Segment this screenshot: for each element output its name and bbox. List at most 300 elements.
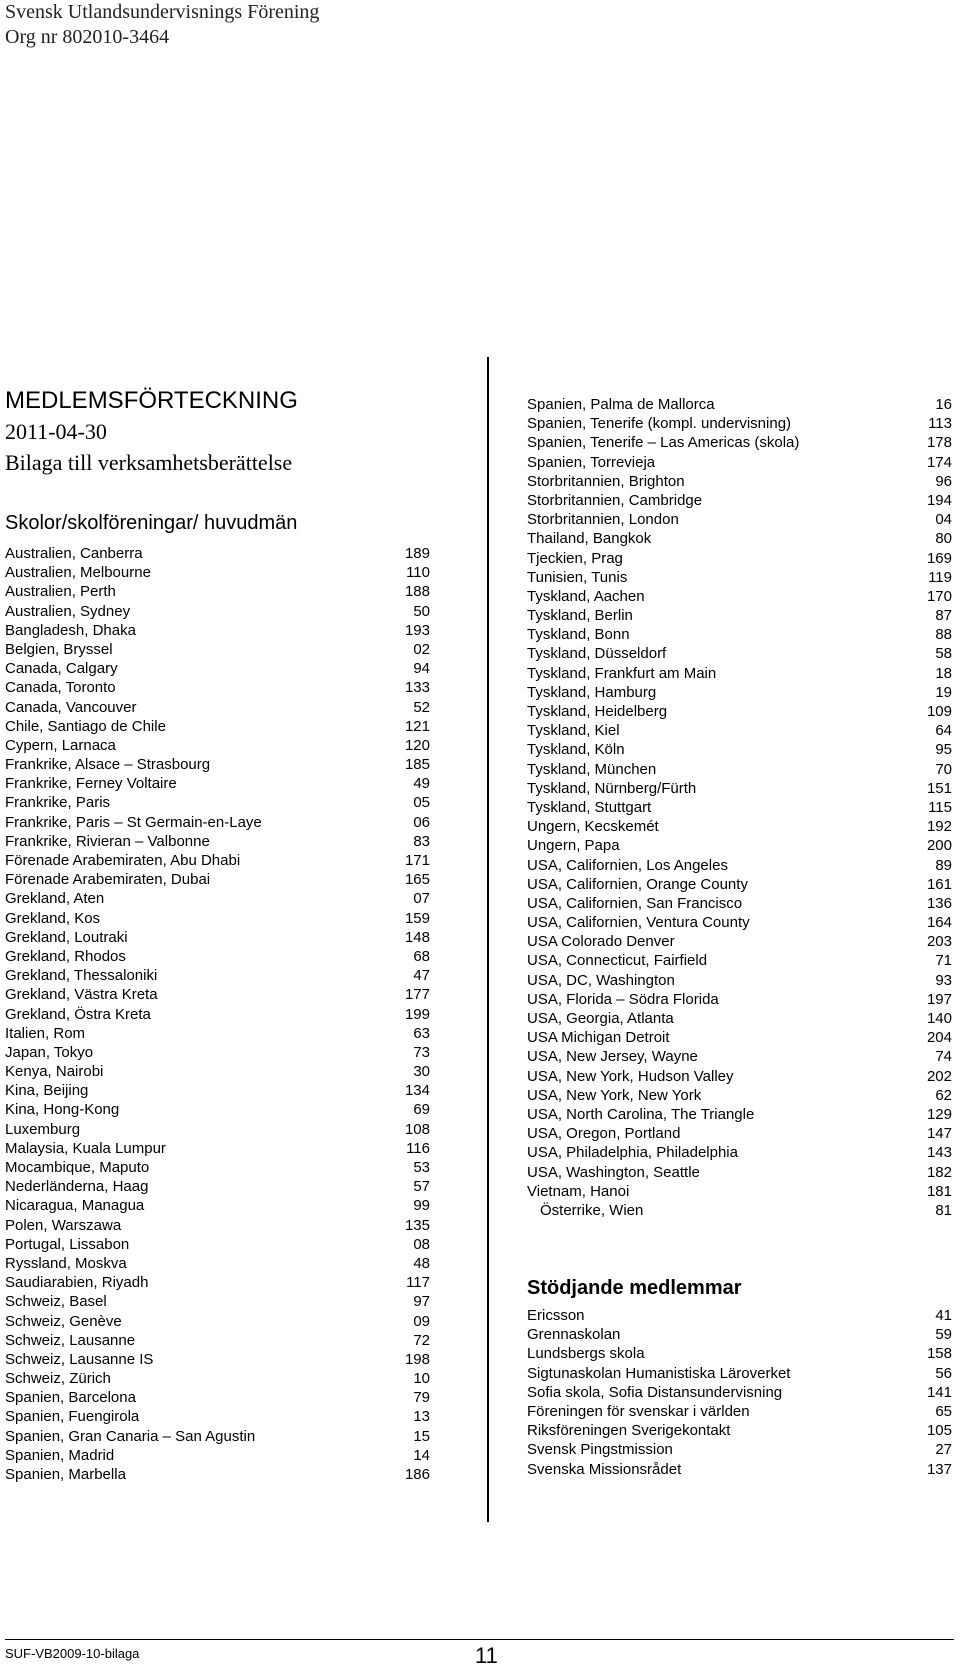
list-item: [5, 621, 430, 640]
member-number: 159: [404, 909, 430, 927]
member-number: 202: [926, 1067, 952, 1085]
list-item: [5, 640, 430, 659]
member-number: 108: [404, 1120, 430, 1138]
member-number: 74: [935, 1048, 952, 1066]
member-name: USA, Californien, Orange County: [527, 875, 748, 893]
member-name: Ungern, Papa: [527, 837, 620, 855]
list-item: [5, 1158, 430, 1177]
member-number: 188: [404, 583, 430, 601]
member-number: 200: [926, 837, 952, 855]
member-name: USA, North Carolina, The Triangle: [527, 1105, 755, 1123]
member-name: Australien, Canberra: [5, 545, 143, 562]
member-number: 95: [935, 741, 952, 759]
list-item: [527, 721, 952, 740]
member-number: 119: [928, 568, 952, 586]
member-number: 65: [935, 1402, 952, 1420]
list-item: [527, 1402, 952, 1421]
member-name: Grennaskolan: [527, 1326, 621, 1344]
list-item: [527, 1201, 952, 1220]
member-name: Mocambique, Maputo: [5, 1159, 150, 1176]
list-item: [5, 1235, 430, 1254]
list-item: [527, 1364, 952, 1383]
member-name: Nicaragua, Managua: [5, 1197, 145, 1215]
member-number: 58: [935, 645, 952, 663]
list-item: [5, 698, 430, 717]
member-number: 169: [926, 549, 952, 567]
member-name: USA, Washington, Seattle: [527, 1163, 700, 1181]
member-number: 170: [926, 587, 952, 605]
list-item: [527, 817, 952, 836]
member-number: 151: [926, 779, 952, 797]
member-name: USA, DC, Washington: [527, 971, 675, 989]
member-number: 09: [413, 1312, 430, 1330]
member-number: 81: [935, 1201, 952, 1219]
list-item: [5, 985, 430, 1004]
list-item: [527, 395, 952, 414]
member-name: Bangladesh, Dhaka: [5, 621, 136, 639]
footer-rule: [5, 1639, 954, 1640]
list-item: [527, 702, 952, 721]
member-number: 64: [935, 722, 952, 740]
member-name: USA, New York, Hudson Valley: [527, 1067, 734, 1085]
member-number: 192: [926, 818, 952, 836]
list-item: [5, 1177, 430, 1196]
list-item: [527, 1182, 952, 1201]
member-name: Förenade Arabemiraten, Dubai: [5, 871, 211, 889]
list-item: [527, 1421, 952, 1440]
page-header: [5, 0, 319, 50]
member-name: Svensk Pingstmission: [527, 1441, 673, 1459]
member-name: Riksföreningen Sverigekontakt: [527, 1422, 731, 1440]
member-name: Grekland, Västra Kreta: [5, 986, 158, 1004]
org-name: Svensk Utlandsundervisnings Förening: [5, 1, 320, 23]
list-item: [527, 625, 952, 644]
member-name: USA Michigan Detroit: [527, 1029, 670, 1047]
member-name: Ungern, Kecskemét: [527, 818, 659, 836]
member-name: USA, Philadelphia, Philadelphia: [527, 1144, 738, 1162]
list-item: [527, 1105, 952, 1124]
member-name: Grekland, Aten: [5, 890, 105, 908]
list-item: [5, 1081, 430, 1100]
member-name: Nederländerna, Haag: [5, 1178, 149, 1196]
member-number: 47: [413, 967, 430, 985]
member-number: 52: [413, 698, 430, 716]
list-item: [527, 587, 952, 606]
list-item: [5, 1100, 430, 1119]
list-item: [5, 1273, 430, 1292]
member-number: 174: [926, 453, 952, 471]
list-item: [527, 1028, 952, 1047]
list-item: [5, 755, 430, 774]
member-number: 18: [935, 664, 952, 682]
member-number: 137: [926, 1460, 952, 1478]
member-number: 129: [926, 1105, 952, 1123]
supporting-list: [527, 1306, 952, 1479]
member-name: Tyskland, Nürnberg/Fürth: [527, 779, 697, 797]
list-item: [527, 779, 952, 798]
schools-heading: Skolor/skolföreningar/ huvudmän: [5, 512, 298, 534]
member-number: 50: [413, 602, 430, 620]
list-item: [5, 947, 430, 966]
member-name: Frankrike, Alsace – Strasbourg: [5, 756, 211, 774]
title-block: [5, 386, 298, 478]
member-number: 53: [413, 1159, 430, 1176]
member-name: Frankrike, Paris: [5, 794, 111, 812]
member-name: Tyskland, Berlin: [527, 607, 633, 625]
member-number: 133: [404, 679, 430, 697]
member-number: 178: [926, 434, 952, 452]
member-number: 117: [406, 1274, 430, 1292]
member-name: Cypern, Larnaca: [5, 736, 116, 754]
list-item: [527, 913, 952, 932]
member-number: 97: [413, 1293, 430, 1311]
member-name: Föreningen för svenskar i världen: [527, 1402, 750, 1420]
member-number: 185: [404, 756, 430, 774]
list-item: [5, 909, 430, 928]
member-number: 69: [413, 1101, 430, 1119]
member-name: Tyskland, Hamburg: [527, 683, 657, 701]
document-title: MEDLEMSFÖRTECKNING: [5, 387, 298, 414]
member-number: 13: [413, 1408, 430, 1426]
member-name: Spanien, Torrevieja: [527, 453, 656, 471]
member-name: Canada, Calgary: [5, 660, 118, 678]
list-item: [5, 1388, 430, 1407]
list-item: [5, 1196, 430, 1215]
list-item: [5, 928, 430, 947]
member-number: 189: [404, 545, 430, 562]
member-name: Svenska Missionsrådet: [527, 1460, 682, 1478]
list-item: [527, 1440, 952, 1459]
list-item: [527, 568, 952, 587]
member-number: 41: [935, 1307, 952, 1324]
member-name: Tyskland, München: [527, 760, 657, 778]
member-name: Förenade Arabemiraten, Abu Dhabi: [5, 852, 241, 869]
member-number: 07: [413, 890, 430, 908]
member-name: Sigtunaskolan Humanistiska Läroverket: [527, 1364, 791, 1382]
list-item: [5, 602, 430, 621]
member-number: 105: [926, 1422, 952, 1440]
member-name: Ericsson: [527, 1307, 585, 1324]
list-item: [5, 1312, 430, 1331]
list-item: [527, 510, 952, 529]
member-number: 88: [935, 626, 952, 644]
org-number: Org nr 802010-3464: [5, 26, 170, 48]
member-name: Tyskland, Köln: [527, 741, 625, 759]
list-item: [527, 951, 952, 970]
list-item: [5, 678, 430, 697]
list-item: [527, 414, 952, 433]
member-name: Grekland, Kos: [5, 909, 101, 927]
member-number: 96: [935, 472, 952, 490]
member-number: 83: [413, 832, 430, 850]
member-name: Canada, Toronto: [5, 679, 116, 697]
list-item: [527, 875, 952, 894]
member-number: 161: [926, 875, 952, 893]
list-item: [5, 659, 430, 678]
list-item: [5, 1254, 430, 1273]
list-item: [527, 856, 952, 875]
member-number: 80: [935, 530, 952, 548]
list-item: [527, 1460, 952, 1479]
list-item: [5, 793, 430, 812]
list-item: [527, 1383, 952, 1402]
member-name: Spanien, Barcelona: [5, 1389, 136, 1407]
footer-doc-ref: SUF-VB2009-10-bilaga: [5, 1646, 140, 1661]
member-name: Grekland, Thessaloniki: [5, 967, 158, 985]
member-name: Malaysia, Kuala Lumpur: [5, 1139, 166, 1157]
list-item: [527, 1067, 952, 1086]
member-number: 70: [935, 760, 952, 778]
member-name: USA, Connecticut, Fairfield: [527, 952, 708, 970]
list-item: [5, 1350, 430, 1369]
member-number: 89: [935, 856, 952, 874]
member-name: Ryssland, Moskva: [5, 1254, 127, 1272]
column-divider: [487, 357, 489, 1522]
member-number: 177: [404, 986, 430, 1004]
member-name: Tyskland, Aachen: [527, 587, 645, 605]
list-item: [5, 1120, 430, 1139]
member-number: 56: [935, 1364, 952, 1382]
list-item: [5, 1331, 430, 1350]
member-number: 99: [413, 1197, 430, 1215]
member-number: 182: [926, 1163, 952, 1181]
member-name: Luxemburg: [5, 1120, 81, 1138]
list-item: [5, 582, 430, 601]
member-number: 94: [413, 660, 430, 678]
member-number: 171: [404, 852, 430, 869]
member-name: Schweiz, Zürich: [5, 1370, 111, 1388]
member-number: 147: [926, 1125, 952, 1143]
member-name: Belgien, Bryssel: [5, 640, 113, 658]
schools-list-right: [527, 395, 952, 1220]
member-name: Spanien, Fuengirola: [5, 1408, 140, 1426]
member-number: 59: [935, 1326, 952, 1344]
member-number: 62: [935, 1086, 952, 1104]
member-name: USA, Oregon, Portland: [527, 1125, 681, 1143]
member-name: Australien, Sydney: [5, 602, 131, 620]
member-name: Schweiz, Basel: [5, 1293, 107, 1311]
member-number: 198: [404, 1350, 430, 1368]
list-item: [527, 433, 952, 452]
member-name: Tyskland, Kiel: [527, 722, 620, 740]
member-number: 193: [404, 621, 430, 639]
member-number: 06: [413, 813, 430, 831]
member-number: 68: [413, 947, 430, 965]
member-number: 71: [935, 952, 952, 970]
member-number: 136: [926, 894, 952, 912]
member-name: Tunisien, Tunis: [527, 568, 628, 586]
member-name: USA, Georgia, Atlanta: [527, 1010, 674, 1027]
member-number: 115: [928, 798, 952, 816]
list-item: [5, 1407, 430, 1426]
page-number: 11: [475, 1643, 498, 1668]
member-number: 194: [926, 491, 952, 509]
member-number: 57: [413, 1178, 430, 1196]
list-item: [527, 1306, 952, 1325]
member-number: 27: [935, 1441, 952, 1459]
member-name: Thailand, Bangkok: [527, 530, 652, 548]
member-name: Kina, Beijing: [5, 1082, 89, 1100]
member-name: Storbritannien, Brighton: [527, 472, 685, 490]
member-number: 48: [413, 1254, 430, 1272]
member-name: Portugal, Lissabon: [5, 1235, 130, 1253]
member-name: Frankrike, Rivieran – Valbonne: [5, 832, 210, 850]
member-name: USA, Californien, Ventura County: [527, 914, 750, 932]
member-number: 199: [404, 1005, 430, 1023]
document-date: 2011-04-30: [5, 419, 107, 444]
member-number: 121: [404, 717, 430, 735]
member-name: Kina, Hong-Kong: [5, 1101, 120, 1119]
member-number: 16: [935, 396, 952, 413]
member-number: 113: [928, 415, 952, 433]
list-item: [5, 1427, 430, 1446]
member-name: Italien, Rom: [5, 1024, 86, 1042]
member-number: 143: [926, 1144, 952, 1162]
list-item: [5, 736, 430, 755]
list-item: [5, 1216, 430, 1235]
member-number: 30: [413, 1063, 430, 1081]
list-item: [527, 971, 952, 990]
list-item: [5, 1062, 430, 1081]
list-item: [5, 832, 430, 851]
member-name: Japan, Tokyo: [5, 1043, 94, 1061]
member-number: 08: [413, 1235, 430, 1253]
member-name: Tjeckien, Prag: [527, 549, 623, 567]
supporting-heading: Stödjande medlemmar: [527, 1277, 742, 1299]
list-item: [527, 798, 952, 817]
list-item: [527, 549, 952, 568]
list-item: [527, 1124, 952, 1143]
member-number: 49: [413, 775, 430, 793]
member-number: 148: [404, 928, 430, 946]
member-name: Australien, Perth: [5, 583, 116, 601]
list-item: [5, 1024, 430, 1043]
member-number: 110: [406, 564, 430, 582]
member-name: Storbritannien, Cambridge: [527, 491, 703, 509]
member-name: Tyskland, Frankfurt am Main: [527, 664, 717, 682]
member-name: Spanien, Gran Canaria – San Agustin: [5, 1427, 256, 1445]
member-name: Schweiz, Lausanne: [5, 1331, 136, 1349]
list-item: [527, 760, 952, 779]
member-name: Spanien, Tenerife (kompl. undervisning): [527, 415, 792, 433]
list-item: [527, 472, 952, 491]
member-number: 87: [935, 607, 952, 625]
list-item: [5, 1043, 430, 1062]
list-item: [527, 836, 952, 855]
member-number: 164: [926, 914, 952, 932]
member-name: Chile, Santiago de Chile: [5, 717, 166, 735]
list-item: [527, 491, 952, 510]
list-item: [527, 1344, 952, 1363]
member-number: 181: [926, 1182, 952, 1200]
member-number: 165: [404, 871, 430, 889]
list-item: [5, 966, 430, 985]
list-item: [5, 774, 430, 793]
list-item: [5, 889, 430, 908]
list-item: [5, 851, 430, 870]
list-item: [5, 717, 430, 736]
member-name: Frankrike, Paris – St Germain-en-Laye: [5, 813, 262, 831]
member-name: Vietnam, Hanoi: [527, 1182, 630, 1200]
member-number: 158: [926, 1345, 952, 1363]
member-name: Storbritannien, London: [527, 511, 679, 529]
member-name: Grekland, Rhodos: [5, 947, 126, 965]
list-item: [527, 1325, 952, 1344]
list-item: [527, 740, 952, 759]
list-item: [5, 1369, 430, 1388]
member-name: Spanien, Tenerife – Las Americas (skola): [527, 434, 800, 452]
member-number: 05: [413, 794, 430, 812]
list-item: [5, 563, 430, 582]
member-number: 73: [413, 1043, 430, 1061]
list-item: [5, 544, 430, 563]
member-number: 19: [935, 683, 952, 701]
list-item: [527, 606, 952, 625]
member-name: Saudiarabien, Riyadh: [5, 1274, 149, 1292]
list-item: [527, 644, 952, 663]
member-number: 135: [404, 1216, 430, 1234]
member-name: USA Colorado Denver: [527, 933, 675, 951]
member-name: Österrike, Wien: [540, 1201, 644, 1219]
member-name: USA, Californien, San Francisco: [527, 894, 743, 912]
schools-list-left: [5, 544, 430, 1484]
list-item: [5, 1465, 430, 1484]
member-number: 79: [413, 1389, 430, 1407]
member-name: Grekland, Östra Kreta: [5, 1005, 151, 1023]
member-name: Tyskland, Düsseldorf: [527, 645, 667, 663]
document-subtitle: Bilaga till verksamhetsberättelse: [5, 450, 293, 475]
member-name: Tyskland, Stuttgart: [527, 798, 652, 816]
member-number: 203: [926, 933, 952, 951]
member-number: 72: [413, 1331, 430, 1349]
list-item: [5, 870, 430, 889]
member-name: Sofia skola, Sofia Distansundervisning: [527, 1383, 783, 1401]
member-number: 04: [935, 511, 952, 529]
list-item: [527, 1163, 952, 1182]
list-item: [527, 453, 952, 472]
member-name: Spanien, Madrid: [5, 1446, 115, 1464]
list-item: [5, 1446, 430, 1465]
member-name: USA, Florida – Södra Florida: [527, 990, 719, 1008]
list-item: [5, 813, 430, 832]
list-item: [527, 1143, 952, 1162]
member-name: USA, Californien, Los Angeles: [527, 856, 728, 874]
member-name: Frankrike, Ferney Voltaire: [5, 775, 177, 793]
list-item: [527, 932, 952, 951]
member-name: Spanien, Palma de Mallorca: [527, 396, 715, 413]
list-item: [527, 894, 952, 913]
list-item: [5, 1292, 430, 1311]
list-item: [527, 529, 952, 548]
member-number: 141: [926, 1383, 952, 1401]
member-name: Kenya, Nairobi: [5, 1063, 104, 1081]
member-number: 63: [413, 1024, 430, 1042]
list-item: [5, 1005, 430, 1024]
list-item: [5, 1139, 430, 1158]
member-number: 204: [926, 1029, 952, 1047]
list-item: [527, 990, 952, 1009]
member-name: Spanien, Marbella: [5, 1466, 126, 1483]
member-name: Schweiz, Lausanne IS: [5, 1350, 154, 1368]
member-number: 10: [413, 1370, 430, 1388]
list-item: [527, 1047, 952, 1066]
list-item: [527, 1009, 952, 1028]
member-name: Schweiz, Genève: [5, 1312, 122, 1330]
member-name: USA, New Jersey, Wayne: [527, 1048, 698, 1066]
member-number: 197: [926, 990, 952, 1008]
member-number: 186: [404, 1466, 430, 1483]
member-number: 134: [404, 1082, 430, 1100]
